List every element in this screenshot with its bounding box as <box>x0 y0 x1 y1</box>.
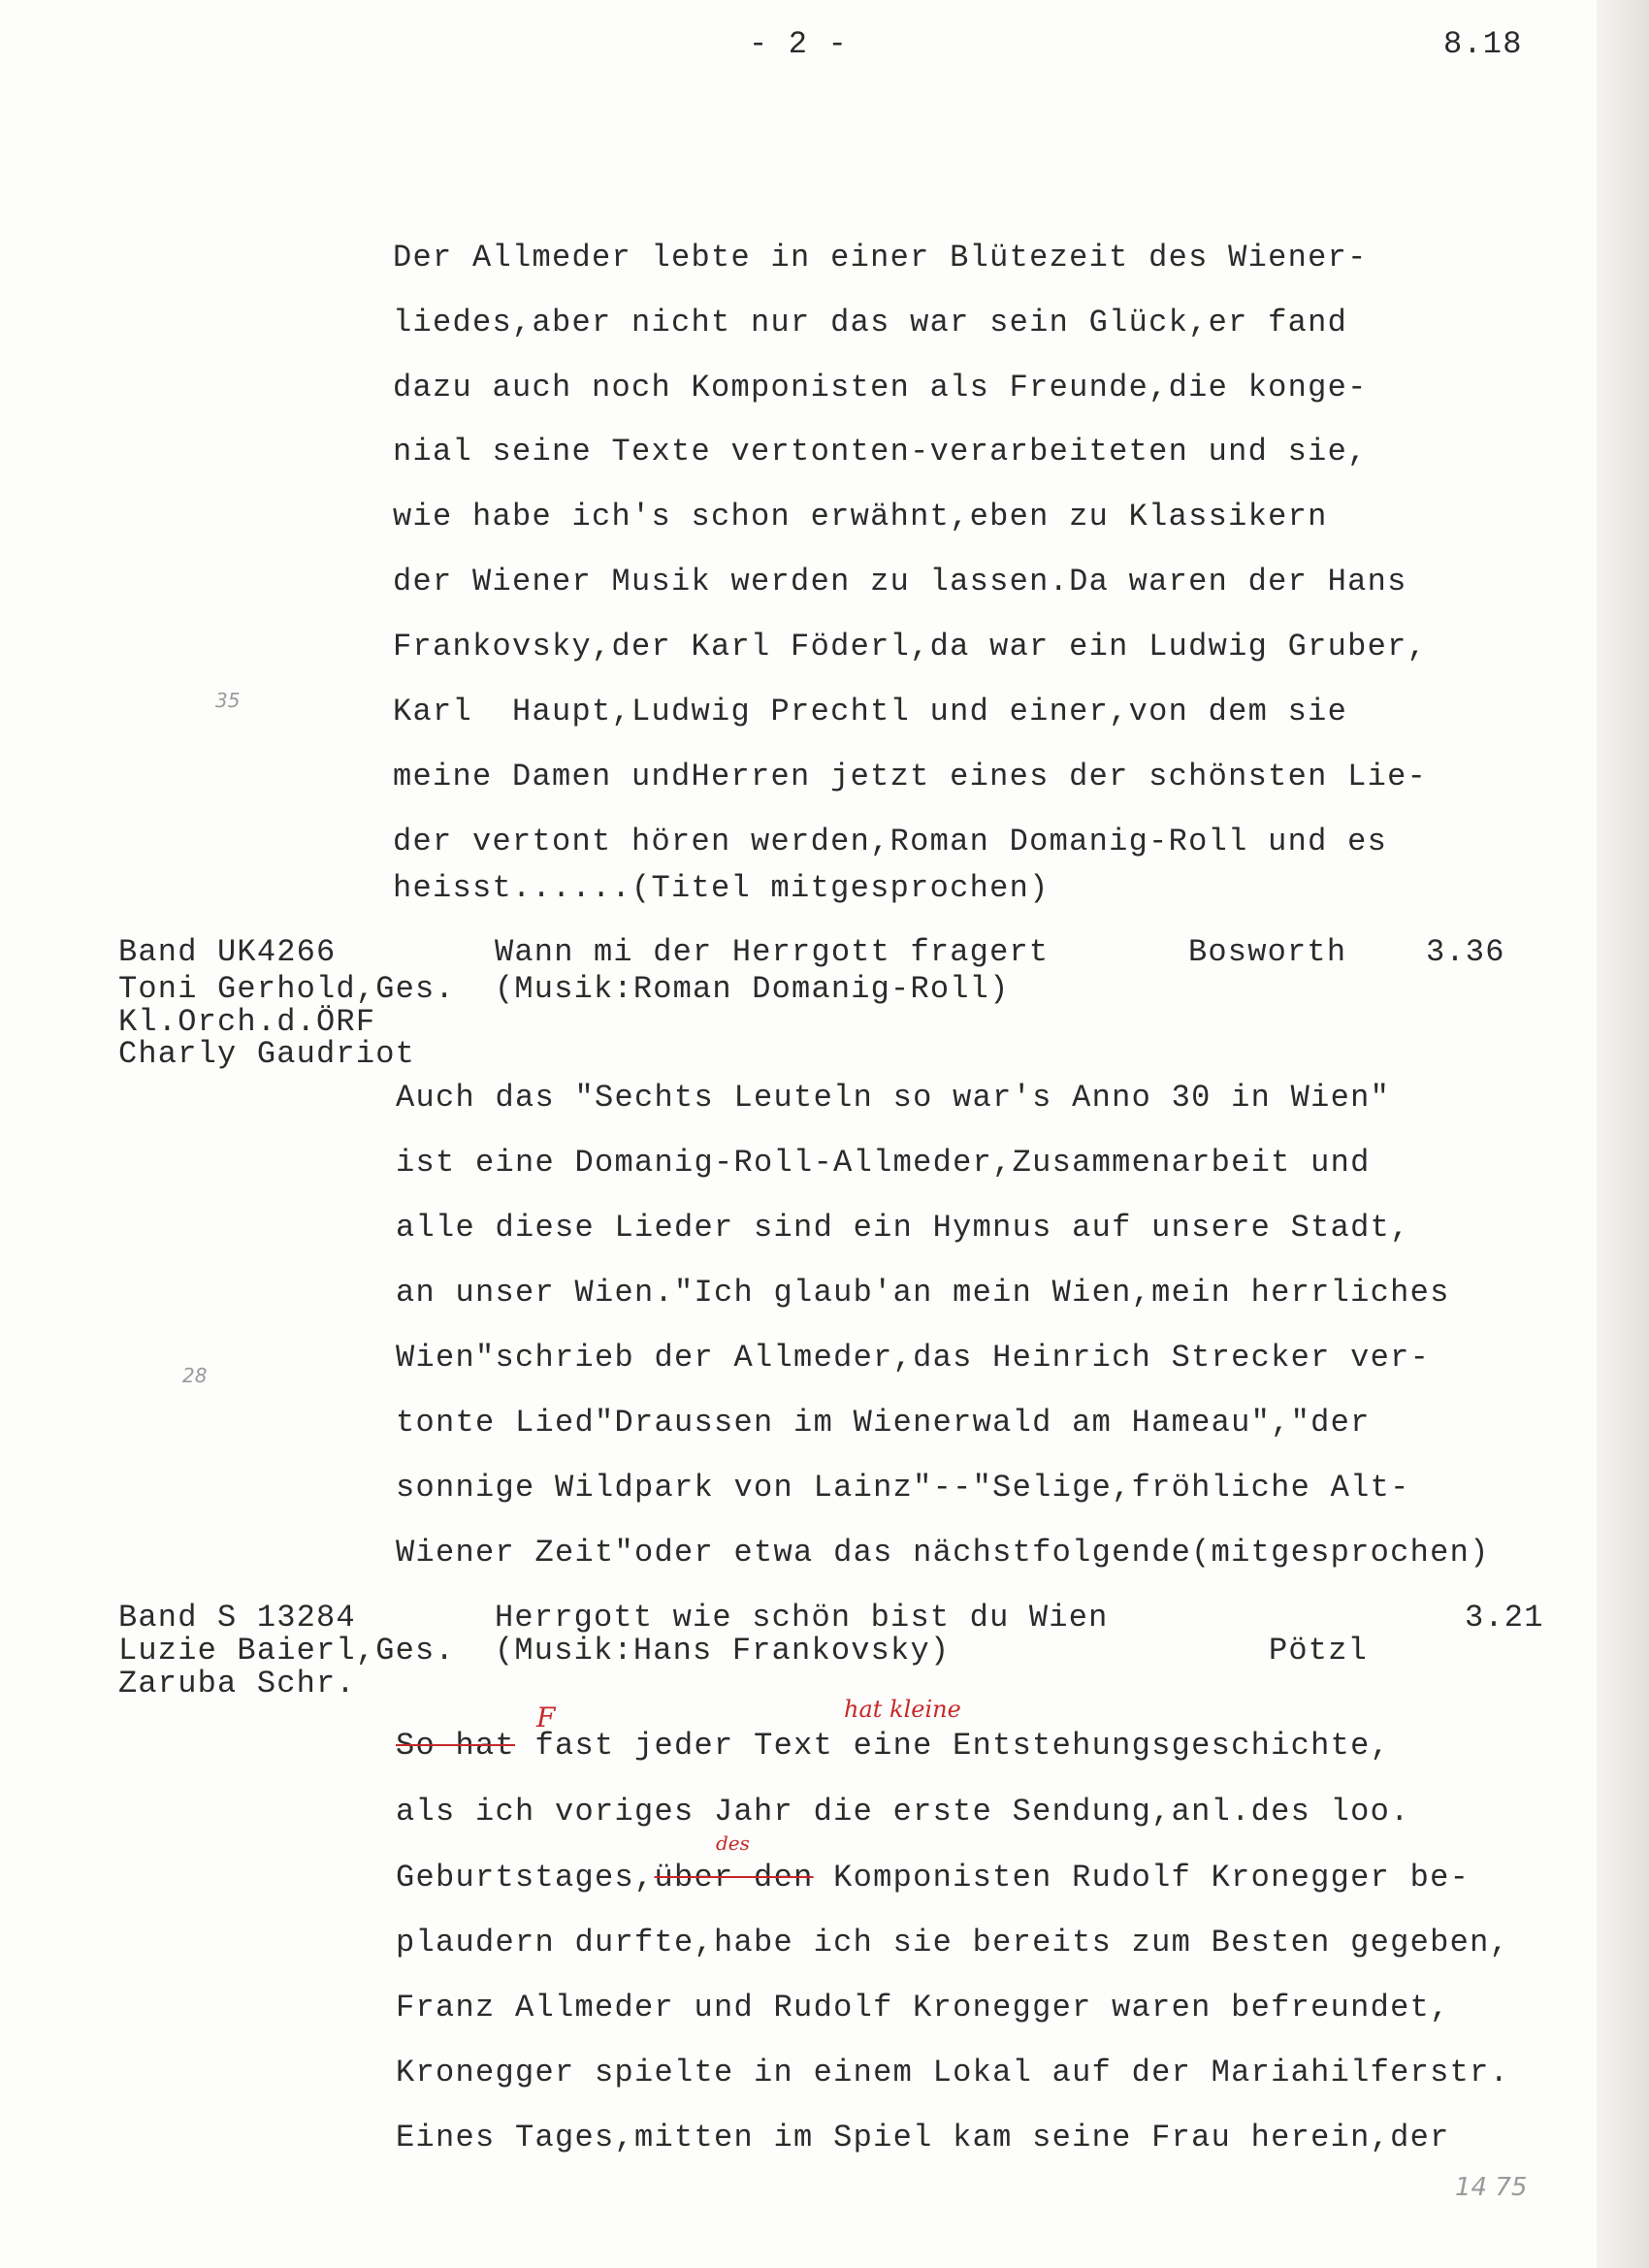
text-segment: fast jeder Text eine Entstehungsgeschichte, <box>515 1728 1391 1764</box>
track-publisher: Bosworth <box>1188 934 1347 970</box>
text-line: plaudern durfte,habe ich sie bereits zum Besten gegeben, <box>396 1925 1510 1960</box>
red-correction-insert: hat kleine <box>844 1696 961 1723</box>
track-composer: (Musik:Hans Frankovsky) <box>495 1633 951 1669</box>
text-line: Wiener Zeit"oder etwa das nächstfolgende(mitgesprochen) <box>396 1535 1490 1571</box>
track-band: Band S 13284 <box>118 1600 356 1636</box>
margin-note: 35 <box>215 689 241 712</box>
track-orchestra: Kl.Orch.d.ÖRF <box>118 1004 376 1040</box>
text-line: tonte Lied"Draussen im Wienerwald am Hameau","der <box>396 1405 1371 1441</box>
track-composer: (Musik:Roman Domanig-Roll) <box>495 971 1010 1007</box>
red-correction-letter: F <box>536 1701 556 1733</box>
track-duration: 3.21 <box>1465 1600 1544 1636</box>
track-performer: Toni Gerhold,Ges. <box>118 971 455 1007</box>
text-segment: Geburtstages, <box>396 1860 655 1895</box>
margin-note: 28 <box>182 1364 208 1387</box>
text-line: ist eine Domanig-Roll-Allmeder,Zusammenarbeit und <box>396 1145 1371 1181</box>
text-segment: Komponisten Rudolf Kronegger be- <box>813 1860 1471 1895</box>
text-line: sonnige Wildpark von Lainz"--"Selige,fröhliche Alt- <box>396 1470 1410 1506</box>
text-line: liedes,aber nicht nur das war sein Glück,er fand <box>393 305 1348 340</box>
text-line: Auch das "Sechts Leuteln so war's Anno 30 in Wien" <box>396 1080 1391 1116</box>
track-title: Wann mi der Herrgott fragert <box>495 934 1050 970</box>
text-line: als ich voriges Jahr die erste Sendung,anl.des loo. <box>396 1794 1410 1830</box>
text-line: Kronegger spielte in einem Lokal auf der Mariahilferstr. <box>396 2055 1510 2090</box>
page-number: - 2 - <box>749 26 849 62</box>
reference-number: 8.18 <box>1443 26 1523 62</box>
text-line <box>396 1860 1471 1895</box>
track-title: Herrgott wie schön bist du Wien <box>495 1600 1109 1636</box>
text-line: nial seine Texte vertonten-verarbeiteten und sie, <box>393 434 1368 470</box>
text-line: der vertont hören werden,Roman Domanig-Roll und es <box>393 824 1388 859</box>
track-duration: 3.36 <box>1426 934 1505 970</box>
track-publisher: Pötzl <box>1269 1633 1369 1669</box>
text-line: Frankovsky,der Karl Föderl,da war ein Ludwig Gruber, <box>393 629 1428 664</box>
text-line: Karl Haupt,Ludwig Prechtl und einer,von dem sie <box>393 694 1348 729</box>
text-line: heisst......(Titel mitgesprochen) <box>393 870 1050 906</box>
text-line: an unser Wien."Ich glaub'an mein Wien,mein herrliches <box>396 1275 1450 1311</box>
text-line: Franz Allmeder und Rudolf Kronegger waren befreundet, <box>396 1990 1450 2025</box>
text-line: dazu auch noch Komponisten als Freunde,die konge- <box>393 370 1368 405</box>
struck-text: So hat <box>396 1728 516 1764</box>
struck-text: über den <box>654 1860 814 1895</box>
bottom-handwritten-note: 14 75 <box>1455 2173 1528 2202</box>
text-line: meine Damen undHerren jetzt eines der schönsten Lie- <box>393 759 1428 794</box>
track-performer: Luzie Baierl,Ges. <box>118 1633 455 1669</box>
track-band: Band UK4266 <box>118 934 337 970</box>
red-correction-insert: des <box>716 1831 750 1855</box>
text-line: der Wiener Musik werden zu lassen.Da waren der Hans <box>393 564 1407 599</box>
text-line: alle diese Lieder sind ein Hymnus auf unsere Stadt, <box>396 1210 1410 1246</box>
text-line: Der Allmeder lebte in einer Blütezeit des Wiener- <box>393 240 1368 275</box>
track-transcriber: Zaruba Schr. <box>118 1666 356 1701</box>
text-line <box>396 1728 1391 1764</box>
text-line: Eines Tages,mitten im Spiel kam seine Frau herein,der <box>396 2120 1450 2155</box>
text-line: Wien"schrieb der Allmeder,das Heinrich Strecker ver- <box>396 1340 1431 1376</box>
page-edge <box>1597 0 1649 2268</box>
text-line: wie habe ich's schon erwähnt,eben zu Klassikern <box>393 499 1328 535</box>
track-conductor: Charly Gaudriot <box>118 1036 416 1072</box>
